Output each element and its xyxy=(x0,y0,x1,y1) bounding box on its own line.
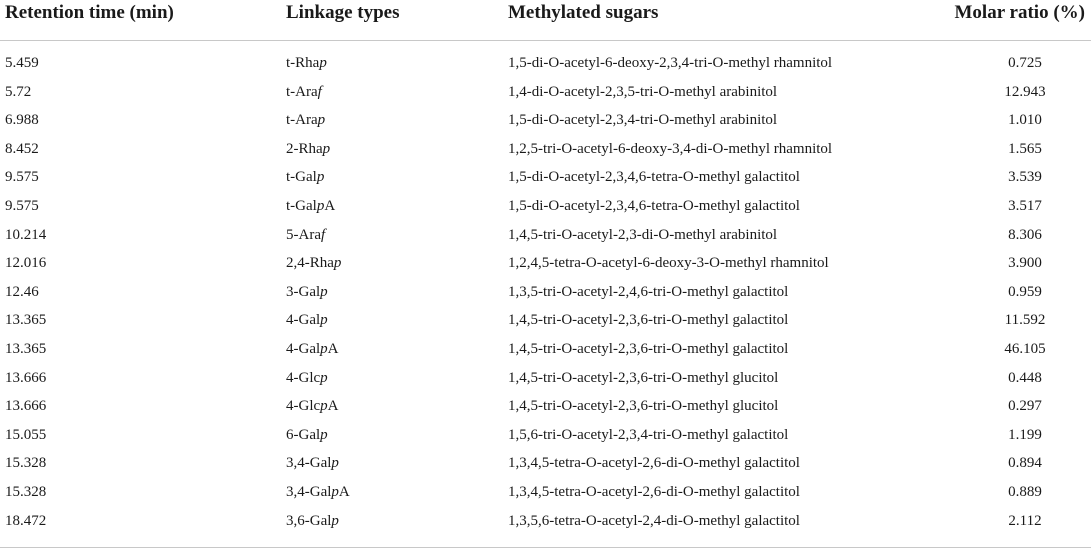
linkage-ring-form: p xyxy=(316,169,325,186)
methylated-sugar-cell: 1,4,5-tri-O-acetyl-2,3,6-tri-O-methyl glucitol xyxy=(508,369,779,386)
linkage-type-cell xyxy=(286,312,328,329)
retention-time-cell: 9.575 xyxy=(5,169,39,186)
header-molar-ratio: Molar ratio (%) xyxy=(954,2,1085,23)
linkage-ring-form: p xyxy=(317,112,326,129)
linkage-acid-suffix: A xyxy=(327,398,339,415)
linkage-residue: 4-Glc xyxy=(286,369,321,386)
linkage-ring-form: f xyxy=(320,226,326,243)
linkage-ring-form: p xyxy=(322,140,331,157)
linkage-ring-form: p xyxy=(319,55,327,71)
methylated-sugar-cell: 1,5-di-O-acetyl-2,3,4,6-tetra-O-methyl galactitol xyxy=(508,198,800,214)
table-row xyxy=(0,141,1091,169)
linkage-type-cell xyxy=(286,169,324,186)
methylated-sugar-cell: 1,2,5-tri-O-acetyl-6-deoxy-3,4-di-O-methyl rhamnitol xyxy=(508,140,833,157)
retention-time-cell: 13.666 xyxy=(5,369,47,386)
methylated-sugar-cell: 1,4-di-O-acetyl-2,3,5-tri-O-methyl arabinitol xyxy=(508,83,778,100)
methylated-sugar-cell: 1,5,6-tri-O-acetyl-2,3,4-tri-O-methyl galactitol xyxy=(508,426,789,443)
retention-time-cell: 18.472 xyxy=(5,512,47,529)
linkage-type-cell xyxy=(286,284,328,301)
molar-ratio-cell: 1.565 xyxy=(1008,140,1042,157)
linkage-residue: 3,4-Gal xyxy=(286,455,332,472)
linkage-residue: 2-Rha xyxy=(286,140,323,157)
methylated-sugar-cell: 1,3,5-tri-O-acetyl-2,4,6-tri-O-methyl galactitol xyxy=(508,283,789,300)
retention-time-cell: 13.365 xyxy=(5,312,47,329)
molar-ratio-cell: 3.517 xyxy=(1008,198,1042,214)
molar-ratio-cell: 2.112 xyxy=(1008,512,1042,529)
table-row xyxy=(0,255,1091,283)
linkage-residue: 2,4-Rha xyxy=(286,255,334,272)
linkage-residue: 4-Gal xyxy=(286,341,321,357)
header-linkage-types: Linkage types xyxy=(286,2,400,23)
retention-time-cell: 12.016 xyxy=(5,255,47,272)
retention-time-cell: 13.365 xyxy=(5,341,47,357)
table-header xyxy=(0,0,1091,40)
table-row xyxy=(0,370,1091,398)
linkage-residue: t-Ara xyxy=(286,83,318,100)
linkage-type-cell xyxy=(286,55,327,72)
molar-ratio-cell: 0.894 xyxy=(1008,455,1042,472)
linkage-ring-form: p xyxy=(320,341,328,357)
linkage-ring-form: p xyxy=(320,283,328,300)
linkage-type-cell xyxy=(286,198,335,215)
methylated-sugar-cell: 1,3,4,5-tetra-O-acetyl-2,6-di-O-methyl galactitol xyxy=(508,484,800,500)
molar-ratio-cell: 1.010 xyxy=(1008,112,1042,129)
header-methylated-sugars: Methylated sugars xyxy=(508,2,659,23)
linkage-ring-form: p xyxy=(320,312,328,329)
linkage-type-cell xyxy=(286,112,325,129)
table-row xyxy=(0,513,1091,541)
linkage-type-cell xyxy=(286,484,350,501)
methylated-sugar-cell: 1,4,5-tri-O-acetyl-2,3,6-tri-O-methyl glucitol xyxy=(508,398,779,415)
molar-ratio-cell: 0.297 xyxy=(1008,398,1042,415)
linkage-type-cell xyxy=(286,370,328,387)
methylated-sugar-cell: 1,5-di-O-acetyl-6-deoxy-2,3,4-tri-O-methyl rhamnitol xyxy=(508,55,833,71)
linkage-residue: 3,4-Gal xyxy=(286,484,332,500)
linkage-type-cell xyxy=(286,513,339,530)
methylated-sugar-cell: 1,4,5-tri-O-acetyl-2,3-di-O-methyl arabinitol xyxy=(508,226,778,243)
table-row xyxy=(0,198,1091,226)
molar-ratio-cell: 0.725 xyxy=(1008,55,1042,71)
table-row xyxy=(0,398,1091,426)
linkage-ring-form: p xyxy=(320,426,328,443)
linkage-acid-suffix: A xyxy=(327,341,339,357)
retention-time-cell: 15.328 xyxy=(5,484,47,500)
methylated-sugar-cell: 1,4,5-tri-O-acetyl-2,3,6-tri-O-methyl galactitol xyxy=(508,312,789,329)
retention-time-cell: 5.459 xyxy=(5,55,39,71)
linkage-residue: 4-Glc xyxy=(286,398,321,415)
molar-ratio-cell: 0.959 xyxy=(1008,283,1042,300)
molar-ratio-cell: 0.889 xyxy=(1008,484,1042,500)
linkage-residue: t-Ara xyxy=(286,112,318,129)
retention-time-cell: 8.452 xyxy=(5,140,39,157)
table-row xyxy=(0,427,1091,455)
linkage-residue: 3-Gal xyxy=(286,283,321,300)
molar-ratio-cell: 0.448 xyxy=(1008,369,1042,386)
linkage-ring-form: p xyxy=(333,255,342,272)
linkage-ring-form: p xyxy=(316,198,325,214)
table-row xyxy=(0,341,1091,369)
retention-time-cell: 10.214 xyxy=(5,226,47,243)
linkage-type-cell xyxy=(286,427,328,444)
linkage-ring-form: f xyxy=(317,83,322,100)
linkage-residue: 6-Gal xyxy=(286,426,321,443)
header-retention-time: Retention time (min) xyxy=(5,2,174,23)
table-row xyxy=(0,169,1091,197)
linkage-type-cell xyxy=(286,84,322,101)
table-row xyxy=(0,112,1091,140)
linkage-residue: t-Gal xyxy=(286,169,317,186)
linkage-type-cell xyxy=(286,227,325,244)
methylated-sugar-cell: 1,4,5-tri-O-acetyl-2,3,6-tri-O-methyl galactitol xyxy=(508,341,789,357)
methylated-sugar-cell: 1,2,4,5-tetra-O-acetyl-6-deoxy-3-O-methyl rhamnitol xyxy=(508,255,829,272)
molar-ratio-cell: 3.900 xyxy=(1008,255,1042,272)
header-rule xyxy=(0,40,1091,41)
linkage-ring-form: p xyxy=(331,455,339,472)
table-row xyxy=(0,84,1091,112)
molar-ratio-cell: 8.306 xyxy=(1008,226,1042,243)
retention-time-cell: 5.72 xyxy=(5,83,32,100)
linkage-type-cell xyxy=(286,341,339,358)
molar-ratio-cell: 12.943 xyxy=(1004,83,1046,100)
linkage-ring-form: p xyxy=(320,398,328,415)
retention-time-cell: 15.328 xyxy=(5,455,47,472)
table-row xyxy=(0,284,1091,312)
retention-time-cell: 12.46 xyxy=(5,283,39,300)
retention-time-cell: 15.055 xyxy=(5,426,47,443)
linkage-type-cell xyxy=(286,398,339,415)
linkage-ring-form: p xyxy=(331,512,339,529)
linkage-residue: t-Rha xyxy=(286,55,320,71)
methylated-sugar-cell: 1,3,4,5-tetra-O-acetyl-2,6-di-O-methyl galactitol xyxy=(508,455,800,472)
linkage-acid-suffix: A xyxy=(338,484,350,500)
retention-time-cell: 13.666 xyxy=(5,398,47,415)
methylated-sugar-cell: 1,5-di-O-acetyl-2,3,4,6-tetra-O-methyl galactitol xyxy=(508,169,800,186)
table-row xyxy=(0,455,1091,483)
molar-ratio-cell: 46.105 xyxy=(1004,341,1046,357)
molar-ratio-cell: 11.592 xyxy=(1004,312,1046,329)
linkage-ring-form: p xyxy=(320,369,328,386)
table-row xyxy=(0,484,1091,512)
table-row xyxy=(0,55,1091,83)
molar-ratio-cell: 3.539 xyxy=(1008,169,1042,186)
linkage-type-cell xyxy=(286,255,341,272)
methylated-sugar-cell: 1,5-di-O-acetyl-2,3,4-tri-O-methyl arabinitol xyxy=(508,112,778,129)
linkage-residue: 3,6-Gal xyxy=(286,512,332,529)
linkage-residue: 5-Ara xyxy=(286,226,321,243)
linkage-residue: t-Gal xyxy=(286,198,317,214)
methylated-sugar-cell: 1,3,5,6-tetra-O-acetyl-2,4-di-O-methyl galactitol xyxy=(508,512,800,529)
retention-time-cell: 6.988 xyxy=(5,112,39,129)
linkage-ring-form: p xyxy=(331,484,339,500)
table-row xyxy=(0,312,1091,340)
linkage-acid-suffix: A xyxy=(324,198,336,214)
linkage-residue: 4-Gal xyxy=(286,312,321,329)
retention-time-cell: 9.575 xyxy=(5,198,39,214)
bottom-rule xyxy=(0,547,1091,548)
linkage-type-cell xyxy=(286,455,339,472)
table-row xyxy=(0,227,1091,255)
molar-ratio-cell: 1.199 xyxy=(1008,426,1042,443)
linkage-type-cell xyxy=(286,141,330,158)
